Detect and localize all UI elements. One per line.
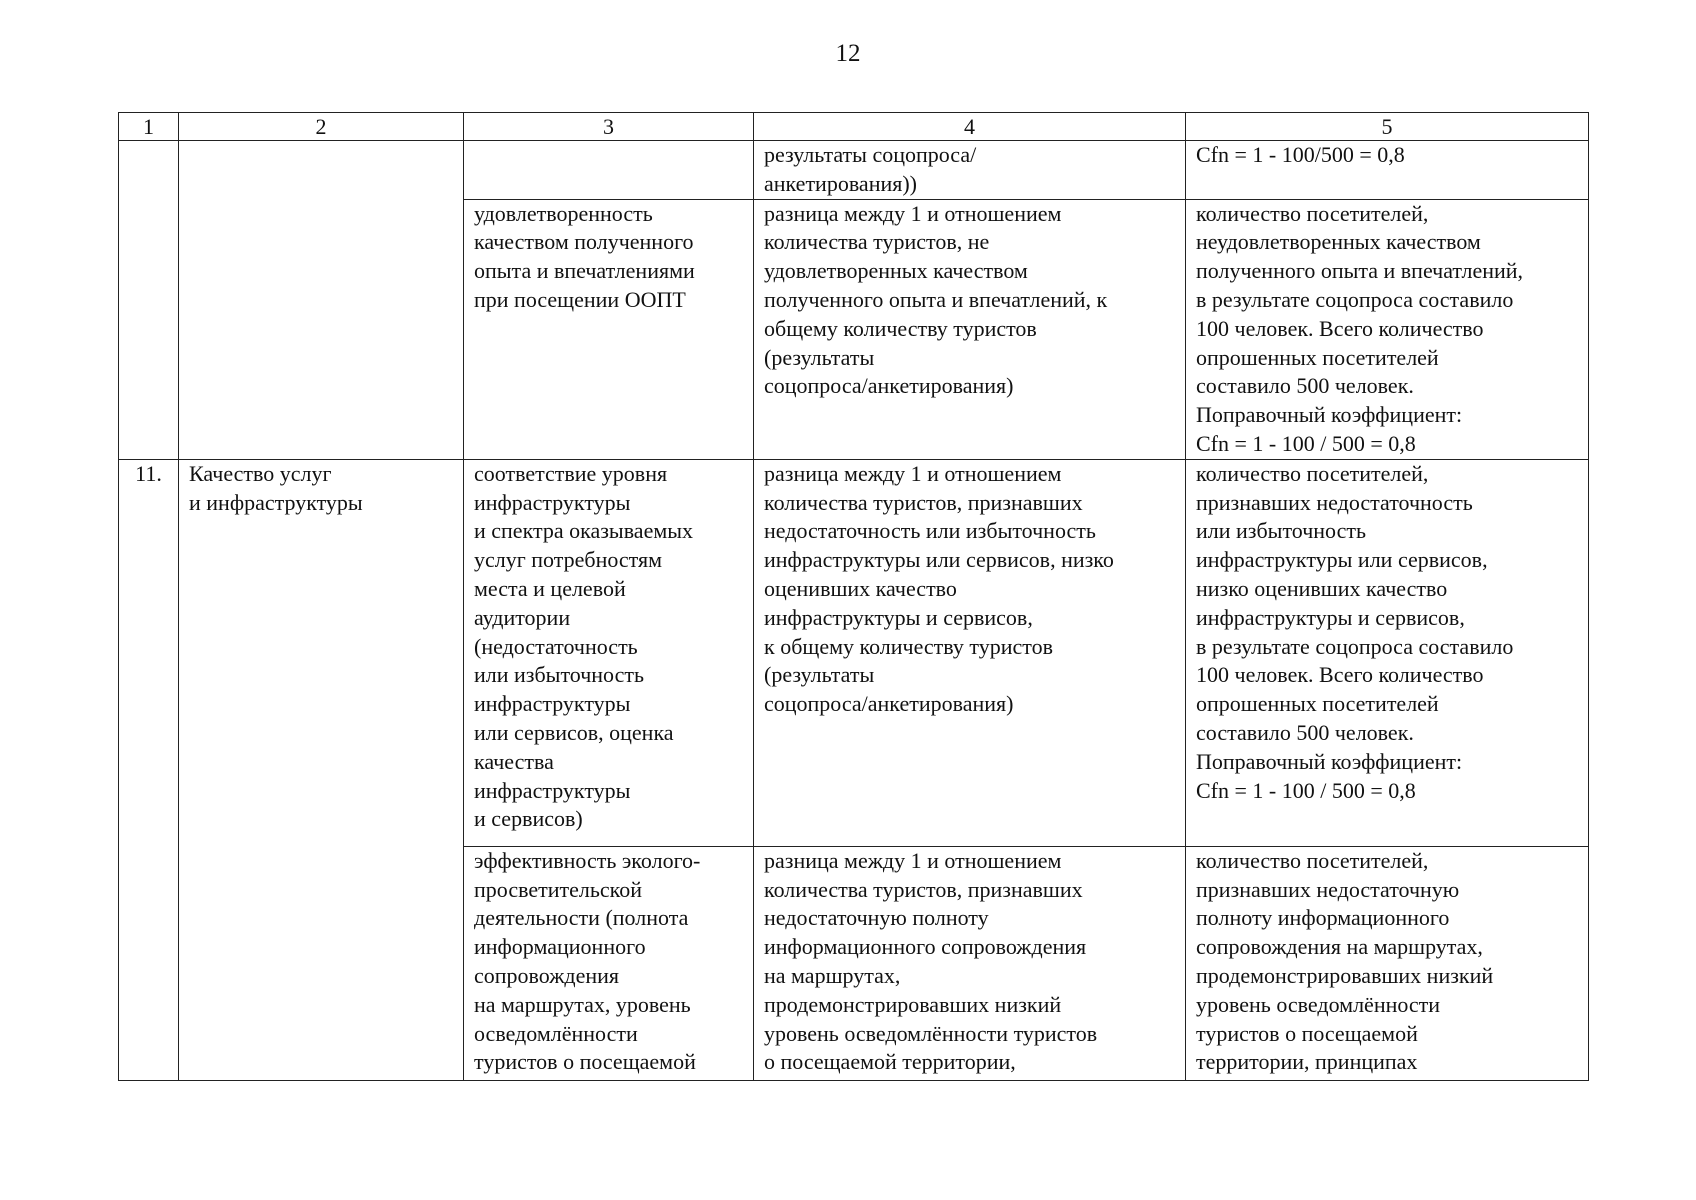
indicator-cell <box>464 141 754 200</box>
text-line: количества туристов, не <box>764 229 990 255</box>
text-line: и спектра оказываемых <box>474 518 694 544</box>
criterion-cell <box>179 459 464 1080</box>
method-cell <box>754 199 1186 459</box>
text-line: инфраструктуры <box>474 489 631 515</box>
text-line: и сервисов) <box>474 806 583 832</box>
example-cell <box>1186 141 1589 200</box>
text-line: оценивших качество <box>764 575 957 601</box>
text-line: инфраструктуры или сервисов, <box>1196 547 1488 573</box>
text-line: опрошенных посетителей <box>1196 344 1439 370</box>
text-line: к общему количеству туристов <box>764 633 1054 659</box>
header-col-3: 3 <box>464 113 754 141</box>
text-line: в результате соцопроса составило <box>1196 633 1514 659</box>
text-line: территории, принципах <box>1196 1049 1418 1075</box>
text-line: услуг потребностям <box>474 547 663 573</box>
row-number-cell: 11. <box>119 459 179 1080</box>
criterion-cell <box>179 141 464 460</box>
text-line: инфраструктуры и сервисов, <box>764 604 1033 630</box>
text-line: аудитории <box>474 604 571 630</box>
page-number: 12 <box>835 40 861 67</box>
text-line: количество посетителей, <box>1196 460 1429 486</box>
text-line: соответствие уровня <box>474 460 668 486</box>
text-line: соцопроса/анкетирования) <box>764 373 1014 399</box>
text-line: деятельности (полнота <box>474 905 689 931</box>
text-line: Поправочный коэффициент: <box>1196 402 1463 428</box>
text-line: неудовлетворенных качеством <box>1196 229 1481 255</box>
text-line: (недостаточность <box>474 633 638 659</box>
indicator-cell <box>464 846 754 1080</box>
text-line: и инфраструктуры <box>189 489 363 515</box>
text-line: составило 500 человек. <box>1196 373 1414 399</box>
text-line: 100 человек. Всего количество <box>1196 315 1484 341</box>
example-cell <box>1186 846 1589 1080</box>
text-line: места и целевой <box>474 575 626 601</box>
row-number-cell <box>119 141 179 460</box>
text-line: инфраструктуры или сервисов, низко <box>764 547 1114 573</box>
text-line: количество посетителей, <box>1196 200 1429 226</box>
text-line: признавших недостаточную <box>1196 876 1460 902</box>
criteria-table <box>118 112 1589 1081</box>
text-line: полноту информационного <box>1196 905 1450 931</box>
method-cell <box>754 846 1186 1080</box>
text-line: 100 человек. Всего количество <box>1196 662 1484 688</box>
text-line: составило 500 человек. <box>1196 719 1414 745</box>
text-line: признавших недостаточность <box>1196 489 1473 515</box>
text-line: информационного сопровождения <box>764 934 1087 960</box>
text-line: (результаты <box>764 344 875 370</box>
text-line: или сервисов, оценка <box>474 719 674 745</box>
method-cell <box>754 459 1186 846</box>
text-line: количество посетителей, <box>1196 847 1429 873</box>
text-line: общему количеству туристов <box>764 315 1037 341</box>
text-line: о посещаемой территории, <box>764 1049 1016 1075</box>
text-line: соцопроса/анкетирования) <box>764 691 1014 717</box>
text-line: продемонстрировавших низкий <box>1196 962 1494 988</box>
text-line: Cfn = 1 - 100 / 500 = 0,8 <box>1196 777 1416 803</box>
text-line: количества туристов, признавших <box>764 876 1083 902</box>
text-line: осведомлённости <box>474 1020 638 1046</box>
text-line: на маршрутах, <box>764 962 901 988</box>
text-line: опрошенных посетителей <box>1196 691 1439 717</box>
text-line: полученного опыта и впечатлений, к <box>764 286 1108 312</box>
text-line: (результаты <box>764 662 875 688</box>
text-line: инфраструктуры <box>474 691 631 717</box>
text-line: Cfn = 1 - 100/500 = 0,8 <box>1196 142 1405 167</box>
text-line: при посещении ООПТ <box>474 286 686 312</box>
text-line: просветительской <box>474 876 642 902</box>
text-line: сопровождения на маршрутах, <box>1196 934 1483 960</box>
example-cell <box>1186 459 1589 846</box>
text-line: разница между 1 и отношением <box>764 460 1062 486</box>
text-line: недостаточность или избыточность <box>764 518 1096 544</box>
text-line: инфраструктуры и сервисов, <box>1196 604 1465 630</box>
text-line: разница между 1 и отношением <box>764 200 1062 226</box>
header-col-2: 2 <box>179 113 464 141</box>
table-header-row <box>119 113 1589 141</box>
text-line: информационного <box>474 934 646 960</box>
indicator-cell <box>464 199 754 459</box>
text-line: эффективность эколого- <box>474 847 701 873</box>
text-line: результаты соцопроса/ <box>764 142 977 167</box>
header-col-1: 1 <box>119 113 179 141</box>
text-line: количества туристов, признавших <box>764 489 1083 515</box>
header-col-5: 5 <box>1186 113 1589 141</box>
text-line: разница между 1 и отношением <box>764 847 1062 873</box>
text-line: или избыточность <box>474 662 645 688</box>
text-line: качеством полученного <box>474 229 694 255</box>
table-row <box>119 141 1589 200</box>
text-line: уровень осведомлённости туристов <box>764 1020 1098 1046</box>
text-line: Качество услуг <box>189 460 332 486</box>
example-cell <box>1186 199 1589 459</box>
text-line: низко оценивших качество <box>1196 575 1448 601</box>
text-line: туристов о посещаемой <box>1196 1020 1418 1046</box>
text-line: сопровождения <box>474 962 620 988</box>
table-row <box>119 459 1589 846</box>
text-line: удовлетворенных качеством <box>764 258 1028 284</box>
text-line: удовлетворенность <box>474 200 653 226</box>
text-line: в результате соцопроса составило <box>1196 286 1514 312</box>
indicator-text <box>474 847 745 1079</box>
text-line: или избыточность <box>1196 518 1367 544</box>
text-line: анкетирования)) <box>764 170 918 196</box>
text-line: продемонстрировавших низкий <box>764 991 1062 1017</box>
text-line: на маршрутах, уровень <box>474 991 691 1017</box>
text-line: уровень осведомлённости <box>1196 991 1441 1017</box>
text-line: Cfn = 1 - 100 / 500 = 0,8 <box>1196 430 1416 456</box>
header-col-4: 4 <box>754 113 1186 141</box>
text-line: качества <box>474 748 554 774</box>
text-line: инфраструктуры <box>474 777 631 803</box>
text-line: недостаточную полноту <box>764 905 989 931</box>
method-text <box>764 847 1177 1079</box>
method-cell <box>754 141 1186 200</box>
text-line: Поправочный коэффициент: <box>1196 748 1463 774</box>
text-line: опыта и впечатлениями <box>474 258 695 284</box>
text-line: полученного опыта и впечатлений, <box>1196 258 1524 284</box>
text-line: туристов о посещаемой <box>474 1049 696 1075</box>
example-text <box>1196 847 1580 1079</box>
indicator-cell <box>464 459 754 846</box>
